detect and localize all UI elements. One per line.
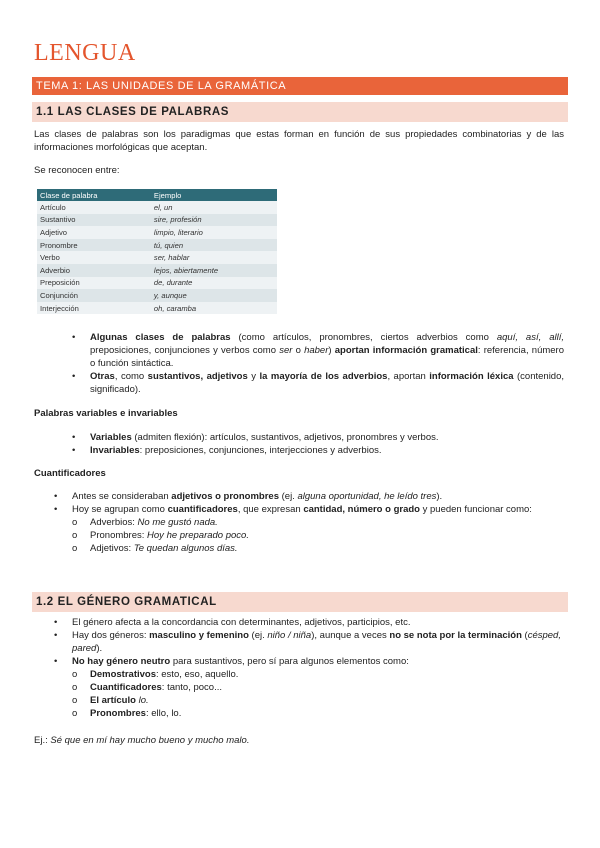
list-item: o Cuantificadores: tanto, poco... <box>72 682 223 693</box>
circle-bullet-icon: o <box>72 708 78 719</box>
variables-list <box>72 431 564 457</box>
document-title: LENGUA <box>34 40 136 66</box>
list-item: • Invariables: preposiciones, conjunciones, interjecciones y adverbios. <box>72 445 382 456</box>
list-item: • No hay género neutro para sustantivos, pero sí para algunos elementos como: <box>54 656 409 667</box>
bullet-icon: • <box>54 656 58 667</box>
table-cell: Adverbio <box>37 264 151 277</box>
table-row <box>37 201 277 214</box>
list-item: • Hoy se agrupan como cuantificadores, que expresan cantidad, número o grado y pueden funcionar como: <box>54 504 532 515</box>
table-header: Clase de palabra <box>37 189 151 201</box>
table-cell: limpio, literario <box>151 226 277 239</box>
list-item: • Otras, como sustantivos, adjetivos y la mayoría de los adverbios, aportan información léxica (contenido, significado). <box>72 371 565 395</box>
subheading-variables: Palabras variables e invariables <box>34 408 178 419</box>
word-class-table <box>37 189 277 314</box>
intro-paragraph: Las clases de palabras son los paradigmas que estas forman en función de sus propiedades combinatorias y de las informaciones morfológicas que aceptan. <box>34 129 564 153</box>
table-cell: el, un <box>151 201 277 214</box>
cuantificadores-list <box>54 490 564 555</box>
bullet-icon: • <box>72 432 76 443</box>
table-cell: lejos, abiertamente <box>151 264 277 277</box>
list-item: o Pronombres: Hoy he preparado poco. <box>72 530 249 541</box>
table-cell: y, aunque <box>151 289 277 302</box>
table-cell: Conjunción <box>37 289 151 302</box>
table-row <box>37 239 277 252</box>
table-row <box>37 264 277 277</box>
section-heading-1-1: 1.1 LAS CLASES DE PALABRAS <box>32 102 568 122</box>
table-cell: Preposición <box>37 277 151 290</box>
list-item: • El género afecta a la concordancia con determinantes, adjetivos, participios, etc. <box>54 617 411 628</box>
table-row <box>37 214 277 227</box>
info-bullet-list <box>72 331 564 396</box>
bullet-icon: • <box>72 445 76 456</box>
genero-list <box>54 616 564 720</box>
list-item: o Adverbios: No me gustó nada. <box>72 517 218 528</box>
bullet-icon: • <box>54 504 58 515</box>
table-row <box>37 251 277 264</box>
list-item: • Hay dos géneros: masculino y femenino (ej. niño / niña), aunque a veces no se nota por la terminación (césped, pared). <box>54 630 561 654</box>
circle-bullet-icon: o <box>72 543 78 554</box>
bullet-icon: • <box>72 332 76 343</box>
table-cell: ser, hablar <box>151 251 277 264</box>
table-cell: tú, quien <box>151 239 277 252</box>
section-heading-1-2: 1.2 EL GÉNERO GRAMATICAL <box>32 592 568 612</box>
table-cell: Interjección <box>37 302 151 315</box>
table-row <box>37 302 277 315</box>
circle-bullet-icon: o <box>72 669 78 680</box>
list-item: o Adjetivos: Te quedan algunos días. <box>72 543 238 554</box>
table-cell: Sustantivo <box>37 214 151 227</box>
list-item: o El artículo lo. <box>72 695 149 706</box>
reconocen-text: Se reconocen entre: <box>34 165 120 176</box>
table-row <box>37 277 277 290</box>
table-cell: Verbo <box>37 251 151 264</box>
table-row <box>37 289 277 302</box>
table-cell: Artículo <box>37 201 151 214</box>
list-item: o Demostrativos: esto, eso, aquello. <box>72 669 239 680</box>
tema-banner: TEMA 1: LAS UNIDADES DE LA GRAMÁTICA <box>32 77 568 95</box>
table-cell: sire, profesión <box>151 214 277 227</box>
table-cell: Pronombre <box>37 239 151 252</box>
circle-bullet-icon: o <box>72 682 78 693</box>
subheading-cuantificadores: Cuantificadores <box>34 468 106 479</box>
list-item: • Algunas clases de palabras (como artículos, pronombres, ciertos adverbios como aquí, así, allí, preposiciones, conjunciones y verbos como ser o haber) aportan información gramatical: referencia, número o función sintáctica. <box>72 332 564 369</box>
example-line: Ej.: Sé que en mí hay mucho bueno y mucho malo. <box>34 735 250 746</box>
table-cell: oh, caramba <box>151 302 277 315</box>
circle-bullet-icon: o <box>72 695 78 706</box>
list-item: o Pronombres: ello, lo. <box>72 708 182 719</box>
table-cell: de, durante <box>151 277 277 290</box>
table-header: Ejemplo <box>151 189 277 201</box>
bullet-icon: • <box>54 630 58 641</box>
bullet-icon: • <box>54 491 58 502</box>
table-row <box>37 226 277 239</box>
circle-bullet-icon: o <box>72 517 78 528</box>
circle-bullet-icon: o <box>72 530 78 541</box>
table-cell: Adjetivo <box>37 226 151 239</box>
bullet-icon: • <box>54 617 58 628</box>
list-item: • Variables (admiten flexión): artículos, sustantivos, adjetivos, pronombres y verbos. <box>72 432 439 443</box>
bullet-icon: • <box>72 371 76 382</box>
list-item: • Antes se consideraban adjetivos o pronombres (ej. alguna oportunidad, he leído tres). <box>54 491 443 502</box>
table-header-row <box>37 189 277 201</box>
